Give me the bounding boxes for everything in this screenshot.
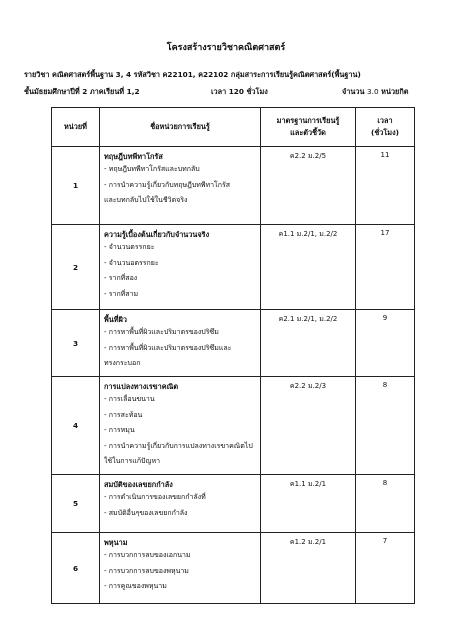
unit-name: พหุนาม <box>104 538 128 547</box>
table-header-row <box>52 108 415 147</box>
page-title: โครงสร้างรายวิชาคณิตศาสตร์ <box>166 43 286 53</box>
header-unit: หน่วยที่ <box>52 108 100 147</box>
unit-number: 4 <box>52 377 100 475</box>
table-row <box>52 533 415 604</box>
unit-subtopic: - จำนวนตรรกยะ <box>104 243 155 251</box>
unit-subtopic: - การหมุน <box>104 426 135 435</box>
total-time-text: เวลา 120 ชั่วโมง <box>211 87 268 96</box>
header-standard-line2: และตัวชี้วัด <box>290 128 326 137</box>
table-row <box>52 377 415 475</box>
unit-content-cell <box>100 533 261 604</box>
unit-hours: 8 <box>356 475 415 533</box>
table-row <box>52 225 415 310</box>
unit-name: พื้นที่ผิว <box>104 315 127 324</box>
unit-name: สมบัติของเลขยกกำลัง <box>104 480 173 489</box>
unit-content-cell <box>100 147 261 225</box>
header-time-line1: เวลา <box>377 116 393 125</box>
unit-subtopic: - รากที่สอง <box>104 274 138 283</box>
credit-unit: หน่วยกิต <box>381 87 409 96</box>
unit-subtopic: - การเลื่อนขนาน <box>104 395 155 403</box>
unit-subtopic: - การนำความรู้เกี่ยวกับทฤษฎีบทพีทาโกรัส <box>104 180 231 189</box>
table-row <box>52 310 415 377</box>
unit-subtopic: - การคูณของพหุนาม <box>104 582 167 591</box>
unit-number: 6 <box>52 533 100 604</box>
unit-hours: 11 <box>356 147 415 225</box>
unit-number: 1 <box>52 147 100 225</box>
learning-standard: ค2.2 ม.2/5 <box>261 147 356 225</box>
unit-subtopic: - การดำเนินการของเลขยกกำลังที่ <box>104 493 206 501</box>
learning-standard: ค1.1 ม.2/1 <box>261 475 356 533</box>
unit-subtopic: ทรงกระบอก <box>104 359 141 368</box>
header-unit-name: ชื่อหน่วยการเรียนรู้ <box>100 108 261 147</box>
unit-content-cell <box>100 377 261 475</box>
unit-subtopic: - รากที่สาม <box>104 289 139 298</box>
unit-number: 2 <box>52 225 100 310</box>
credit-label: จำนวน <box>342 87 365 96</box>
unit-subtopic: - การสะท้อน <box>104 410 143 419</box>
subject-info-line: รายวิชา คณิตศาสตร์พื้นฐาน 3, 4 รหัสวิชา ค22101, ค22102 กลุ่มสาระการเรียนรู้คณิตศาสตร์(พื้นฐาน) <box>24 70 361 79</box>
unit-content-cell <box>100 310 261 377</box>
learning-standard: ค2.2 ม.2/3 <box>261 377 356 475</box>
unit-subtopic: - การนำความรู้เกี่ยวกับการแปลงทางเรขาคณิตไป <box>104 441 253 450</box>
credit-value: 3.0 <box>367 87 379 96</box>
learning-standard: ค1.2 ม.2/1 <box>261 533 356 604</box>
unit-hours: 8 <box>356 377 415 475</box>
learning-standard: ค2.1 ม.2/1, ม.2/2 <box>261 310 356 377</box>
header-standard-line1: มาตรฐานการเรียนรู้ <box>276 116 340 125</box>
unit-hours: 9 <box>356 310 415 377</box>
header-standard <box>261 108 356 147</box>
header-time <box>356 108 415 147</box>
unit-number: 5 <box>52 475 100 533</box>
unit-hours: 7 <box>356 533 415 604</box>
unit-subtopic: - การหาพื้นที่ผิวและปริมาตรของปริซึม <box>104 328 219 336</box>
grade-semester-text: ชั้นมัธยมศึกษาปีที่ 2 ภาคเรียนที่ 1,2 <box>24 87 140 96</box>
course-structure-table <box>51 107 415 604</box>
unit-subtopic: - สมบัติอื่นๆของเลขยกกำลัง <box>104 508 188 517</box>
unit-subtopic: - ทฤษฎีบทพีทาโกรัสและบทกลับ <box>104 165 200 173</box>
unit-content-cell <box>100 475 261 533</box>
unit-subtopic: ใช้ในการแก้ปัญหา <box>104 457 161 466</box>
unit-name: ความรู้เบื้องต้นเกี่ยวกับจำนวนจริง <box>104 230 210 239</box>
unit-content-cell <box>100 225 261 310</box>
unit-subtopic: และบทกลับไปใช้ในชีวิตจริง <box>104 196 188 205</box>
unit-subtopic: - จำนวนอตรรกยะ <box>104 258 159 267</box>
table-row <box>52 147 415 225</box>
unit-subtopic: - การบวกการลบของเอกนาม <box>104 551 191 559</box>
unit-name: การแปลงทางเรขาคณิต <box>104 382 179 391</box>
learning-standard: ค1.1 ม.2/1, ม.2/2 <box>261 225 356 310</box>
unit-number: 3 <box>52 310 100 377</box>
unit-hours: 17 <box>356 225 415 310</box>
table-row <box>52 475 415 533</box>
unit-name: ทฤษฎีบทพีทาโกรัส <box>104 152 163 161</box>
credit-text <box>342 87 408 98</box>
unit-subtopic: - การหาพื้นที่ผิวและปริมาตรของปริซึมและ <box>104 343 232 352</box>
level-info-line <box>24 87 444 98</box>
header-time-line2: (ชั่วโมง) <box>370 128 399 137</box>
unit-subtopic: - การบวกการลบของพหุนาม <box>104 566 189 575</box>
